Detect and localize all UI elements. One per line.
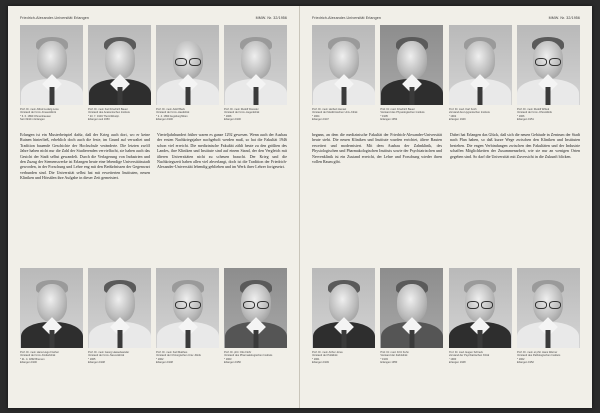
- header-issue: MMW. Nr. 32/1956: [255, 16, 287, 20]
- portrait-caption: Prof. Dr. med. Rudolf Wittek Vorstand der Univ.-Ohrenklinik * 1906 Erlangen 1951: [516, 108, 552, 122]
- portrait-caption: Prof. Dr. med. Eugen Schreck Vorstand der Psychiatrischen Klinik * 1900 Erlangen 1948: [448, 351, 490, 365]
- portrait-caption: Prof. Dr. med. Karl Friedrich Bauer Vorstand des Anatomischen Instituts * 23. 7. 1904 Thorn/Westpr. Erlangen seit 1950: [88, 108, 130, 122]
- left-page: [8, 6, 300, 408]
- portrait-photo: [88, 25, 151, 105]
- text-column: Vierteljahrhundert früher waren es ganze 1292 gewesen. Wenn auch der Ausbau der ersten Nachkriegsjahre nachgeholt werden muß, so hat die Fakultät 1946 schon viel erreicht. Die medizinische Fakultät zählt heute zu den größten des Landes, ihre Kliniken und Institute sind auf einem Stand, der den Vergleich mit älteren Universitäten nicht zu scheuen braucht. Der Krieg und die Nachkriegszeit haben allen viel abverlangt, doch ist die Tradition der Friedrich-Alexander-Universität lebendig geblieben und im Werk ihrer Lehrer fortgesetzt.: [157, 132, 287, 170]
- portrait-photo: [449, 268, 512, 348]
- portrait-row-top: [20, 25, 287, 128]
- portrait-photo: [20, 268, 83, 348]
- portrait-caption: Prof. Dr. med. Friedrich Bauer Vorstand des Physiologischen Instituts * 1905 Erlangen 1952: [380, 108, 425, 122]
- portrait-caption: Prof. Dr. med. Alfred Ludwig Loos Vorstand der Univ.-Frauenklinik * 6. 6. 1890 Ohmenhausen Seit 1944 in Erlangen: [20, 108, 59, 122]
- portrait: [312, 25, 375, 128]
- text-column: Erlangen ist ein Musterbeispiel dafür, daß der Krieg auch dort, wo er keine Ruinen hinterließ, erheblich doch auch die feste, im Grund auf verwaltet und Tradition bauende Geschichte der Hochschule veränderte. Die letzten zwölf Jahre haben nicht nur die Zahl der Studierenden vervielfacht, sie haben auch das Gesicht der Stadt selbst gewandelt. Durch die Verlagerung von Industrien und den Zuzug der Siemenswerke ist Erlangen heute eine lebendige Universitätsstadt geworden, in der Forschung und Lehre eng mit den Bedürfnissen der Gegenwart verbunden sind. Die Universität selbst hat mit erweiterten Instituten, neuen Kliniken und Hörsälen ihre Aufgabe in dieser Zeit gemeistert.: [20, 132, 150, 181]
- portrait-photo: [224, 25, 287, 105]
- header-issue: MMW. Nr. 32/1956: [548, 16, 580, 20]
- portrait-photo: [380, 25, 443, 105]
- article-body: [312, 132, 580, 282]
- portrait: [380, 268, 443, 371]
- portrait-row-bottom: [312, 268, 580, 371]
- portrait: [20, 25, 83, 128]
- portrait-photo: [517, 25, 580, 105]
- portrait-caption: Prof. Dr. med. Karl Koch Vorstand des Hygienischen Instituts * 1902 Erlangen 1949: [448, 108, 490, 122]
- portrait-photo: [156, 268, 219, 348]
- portrait-caption: Prof. Dr. phil. Otto Flohr Vorstand des Pharmakologischen Instituts * 1903 Erlangen 1950: [224, 351, 273, 365]
- portrait: [449, 25, 512, 128]
- portrait-row-bottom: [20, 268, 287, 371]
- article-body: [20, 132, 287, 282]
- portrait: [88, 25, 151, 128]
- portrait-caption: Prof. Dr. med. Georg Hasselwander Vorstand der Univ.-Nervenklinik * 1905 Erlangen 1948: [88, 351, 130, 365]
- portrait-caption: Prof. Dr. med. Adolf Beck Vorstand der Univ.-Hautklinik * 2. 4. 1893 Augsburg/Wien Erlangen 1946: [156, 108, 190, 122]
- text-column: begann, an dem die medizinische Fakultät der Friedrich-Alexander-Universität heute steht. Die neuen Kliniken und Institute wurden errichtet, ältere Bauten erweitert und modernisiert. Mit dem Ausbau der Zahnklinik, des Physiologischen und Pharmakologischen Instituts sowie der Psychiatrischen und Nervenklinik ist ein Zustand erreicht, der Lehre und Forschung wieder ihren vollen Raum gibt.: [312, 132, 442, 165]
- portrait-caption: Prof. Dr. med. et phil. Hans Werner Vorstand des Pathologischen Instituts * 1902 Erlangen 1952: [516, 351, 561, 365]
- portrait-photo: [380, 268, 443, 348]
- portrait-photo: [224, 268, 287, 348]
- page-header: [312, 16, 580, 20]
- portrait-photo: [312, 268, 375, 348]
- portrait-caption: Prof. Dr. med. Rudolf Dressler Vorstand der Univ.-Augenklinik * 1906 Erlangen 1946: [224, 108, 260, 122]
- portrait: [380, 25, 443, 128]
- portrait-photo: [156, 25, 219, 105]
- portrait-caption: Prof. Dr. med. Hans Hugo Fischer Vorstand der Univ.-Kinderklinik * 21. 4. 1892 Bremen Erlangen 1946: [20, 351, 59, 365]
- right-page: [300, 6, 592, 408]
- portrait-caption: Prof. Dr. med. Herbert Hensel Vorstand der Medizinischen Univ.-Klinik * 1904 Erlangen 1947: [312, 108, 358, 122]
- header-title: Friedrich-Alexander-Universität Erlangen: [20, 16, 89, 20]
- magazine-spread: [8, 6, 592, 408]
- page-header: [20, 16, 287, 20]
- portrait: [156, 25, 219, 128]
- header-title: Friedrich-Alexander-Universität Erlangen: [312, 16, 381, 20]
- portrait: [517, 25, 580, 128]
- portrait-photo: [20, 25, 83, 105]
- portrait-row-top: [312, 25, 580, 128]
- portrait: [312, 268, 375, 371]
- portrait: [20, 268, 83, 371]
- portrait-caption: Prof. Dr. med. Fritz Kuhn Vorstand der Zahnklinik * 1903 Erlangen 1950: [380, 351, 409, 365]
- portrait-caption: Prof. Dr. med. Karl Matthes Vorstand der Chirurgischen Univ.-Klinik * 1902 Erlangen 1948: [156, 351, 201, 365]
- portrait: [156, 268, 219, 371]
- portrait: [224, 25, 287, 128]
- portrait: [517, 268, 580, 371]
- text-column: Dabei hat Erlangen das Glück, daß sich die neuen Gebäude in Zentrum der Stadt nach Plan haben, so daß kurze Wege zwischen den Kliniken und Instituten bestehen. Die engen Verbindungen zwischen den Fakultäten und der Industrie schaffen Möglichkeiten der Zusammenarbeit, wie sie nur an wenigen Orten gegeben sind. So darf die Universität mit Zuversicht in die Zukunft blicken.: [450, 132, 580, 159]
- portrait-photo: [88, 268, 151, 348]
- portrait: [224, 268, 287, 371]
- portrait-photo: [517, 268, 580, 348]
- portrait-photo: [449, 25, 512, 105]
- portrait-photo: [312, 25, 375, 105]
- portrait-caption: Prof. Dr. med. Arthur Jores Vorstand der Poliklinik * 1901 Erlangen 1949: [312, 351, 343, 365]
- portrait: [88, 268, 151, 371]
- portrait: [449, 268, 512, 371]
